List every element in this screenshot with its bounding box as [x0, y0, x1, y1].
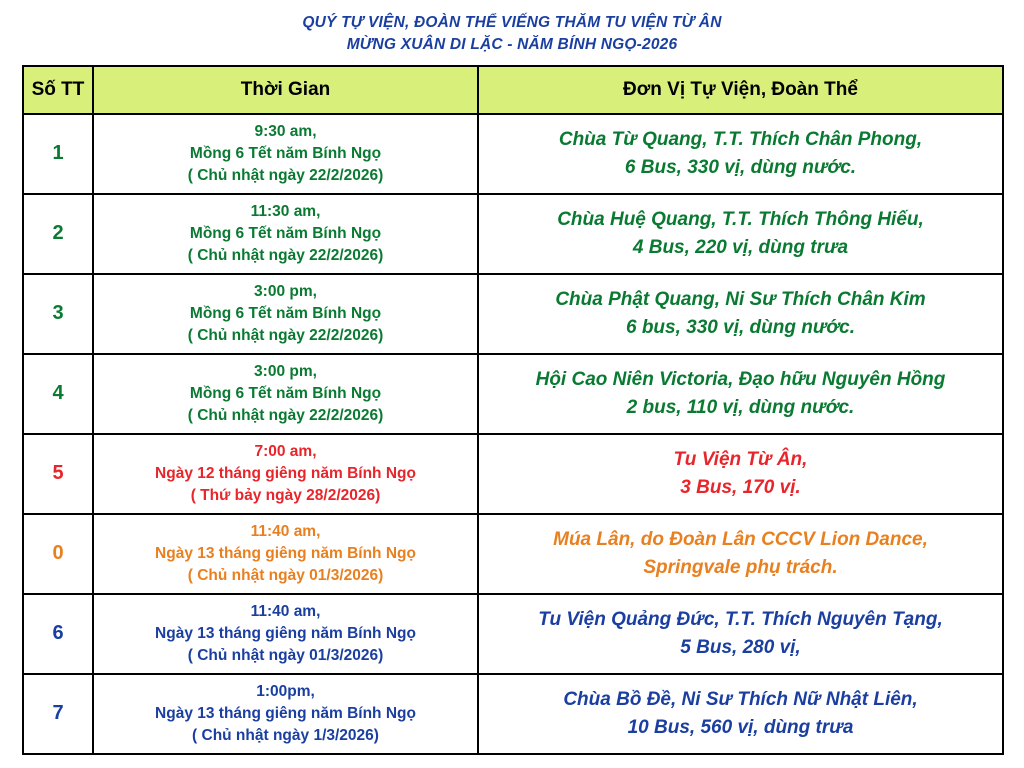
- row-time-line: 7:00 am,: [254, 442, 317, 460]
- row-unit-line: Tu Viện Từ Ân,: [673, 449, 808, 471]
- row-unit-line: Springvale phụ trách.: [643, 556, 838, 578]
- row-time: [93, 194, 478, 274]
- column-header-number: Số TT: [23, 66, 93, 114]
- title-line-2: MỪNG XUÂN DI LẶC - NĂM BÍNH NGỌ-2026: [346, 36, 678, 54]
- row-unit: [478, 434, 1003, 514]
- row-time-line: Mồng 6 Tết năm Bính Ngọ: [189, 304, 382, 322]
- row-time-line: 3:00 pm,: [254, 282, 317, 300]
- table-body: [23, 114, 1003, 754]
- table-row: [23, 434, 1003, 514]
- row-time-line: Mồng 6 Tết năm Bính Ngọ: [189, 224, 382, 242]
- row-time-line: ( Chủ nhật ngày 22/2/2026): [187, 246, 384, 264]
- table-row: [23, 274, 1003, 354]
- schedule-table: [22, 65, 1004, 755]
- row-time: [93, 434, 478, 514]
- document-title: [22, 12, 1002, 57]
- row-time: [93, 674, 478, 754]
- row-unit: [478, 514, 1003, 594]
- table-row: [23, 594, 1003, 674]
- column-header-unit: Đơn Vị Tự Viện, Đoàn Thể: [478, 66, 1003, 114]
- row-time: [93, 514, 478, 594]
- row-time-line: ( Chủ nhật ngày 1/3/2026): [192, 726, 379, 744]
- row-time-line: ( Chủ nhật ngày 22/2/2026): [187, 166, 384, 184]
- row-time-line: Mồng 6 Tết năm Bính Ngọ: [189, 384, 382, 402]
- row-unit-line: 6 bus, 330 vị, dùng nước.: [625, 316, 856, 338]
- row-number: 6: [23, 594, 93, 674]
- row-number: 5: [23, 434, 93, 514]
- row-unit: [478, 354, 1003, 434]
- title-line-1: QUÝ TỰ VIỆN, ĐOÀN THỂ VIẾNG THĂM TU VIỆN TỪ ÂN: [302, 14, 722, 31]
- row-time: [93, 594, 478, 674]
- row-unit: [478, 194, 1003, 274]
- row-number: 2: [23, 194, 93, 274]
- row-unit-line: Chùa Từ Quang, T.T. Thích Chân Phong,: [558, 129, 923, 151]
- row-number: 1: [23, 114, 93, 194]
- row-time-line: 1:00pm,: [256, 682, 315, 700]
- row-unit-line: Chùa Phật Quang, Ni Sư Thích Chân Kim: [555, 289, 926, 311]
- row-number: 3: [23, 274, 93, 354]
- row-unit-line: 3 Bus, 170 vị.: [680, 476, 801, 498]
- row-unit-line: 5 Bus, 280 vị,: [680, 636, 801, 658]
- row-unit: [478, 594, 1003, 674]
- row-unit-line: Chùa Bồ Đề, Ni Sư Thích Nữ Nhật Liên,: [563, 689, 918, 711]
- row-time-line: ( Chủ nhật ngày 01/3/2026): [187, 646, 384, 664]
- row-unit-line: Hội Cao Niên Victoria, Đạo hữu Nguyên Hồng: [535, 369, 946, 391]
- row-unit-line: Tu Viện Quảng Đức, T.T. Thích Nguyên Tạng,: [538, 609, 943, 631]
- row-time-line: 11:40 am,: [250, 522, 321, 540]
- row-unit-line: Múa Lân, do Đoàn Lân CCCV Lion Dance,: [553, 529, 928, 551]
- row-time: [93, 114, 478, 194]
- row-time-line: Ngày 13 tháng giêng năm Bính Ngọ: [155, 544, 416, 562]
- table-row: [23, 194, 1003, 274]
- table-header-row: [23, 66, 1003, 114]
- row-time-line: 9:30 am,: [254, 122, 317, 140]
- row-unit-line: 4 Bus, 220 vị, dùng trưa: [632, 236, 849, 258]
- row-time-line: ( Thứ bảy ngày 28/2/2026): [190, 486, 381, 504]
- row-time: [93, 354, 478, 434]
- row-number: 0: [23, 514, 93, 594]
- row-unit-line: Chùa Huệ Quang, T.T. Thích Thông Hiếu,: [557, 209, 924, 231]
- row-time-line: ( Chủ nhật ngày 22/2/2026): [187, 406, 384, 424]
- row-time-line: ( Chủ nhật ngày 01/3/2026): [187, 566, 384, 584]
- row-unit: [478, 114, 1003, 194]
- row-unit: [478, 674, 1003, 754]
- table-row: [23, 514, 1003, 594]
- table-header: [23, 66, 1003, 114]
- row-unit-line: 6 Bus, 330 vị, dùng nước.: [624, 156, 857, 178]
- column-header-time: Thời Gian: [93, 66, 478, 114]
- row-number: 7: [23, 674, 93, 754]
- row-unit-line: 10 Bus, 560 vị, dùng trưa: [627, 716, 854, 738]
- row-time-line: Ngày 12 tháng giêng năm Bính Ngọ: [155, 464, 416, 482]
- row-time-line: Mồng 6 Tết năm Bính Ngọ: [189, 144, 382, 162]
- row-time: [93, 274, 478, 354]
- row-unit: [478, 274, 1003, 354]
- row-time-line: ( Chủ nhật ngày 22/2/2026): [187, 326, 384, 344]
- row-number: 4: [23, 354, 93, 434]
- row-unit-line: 2 bus, 110 vị, dùng nước.: [626, 396, 855, 418]
- table-row: [23, 674, 1003, 754]
- row-time-line: 11:40 am,: [250, 602, 321, 620]
- row-time-line: 3:00 pm,: [254, 362, 317, 380]
- row-time-line: Ngày 13 tháng giêng năm Bính Ngọ: [155, 704, 416, 722]
- table-row: [23, 114, 1003, 194]
- row-time-line: Ngày 13 tháng giêng năm Bính Ngọ: [155, 624, 416, 642]
- row-time-line: 11:30 am,: [250, 202, 321, 220]
- table-row: [23, 354, 1003, 434]
